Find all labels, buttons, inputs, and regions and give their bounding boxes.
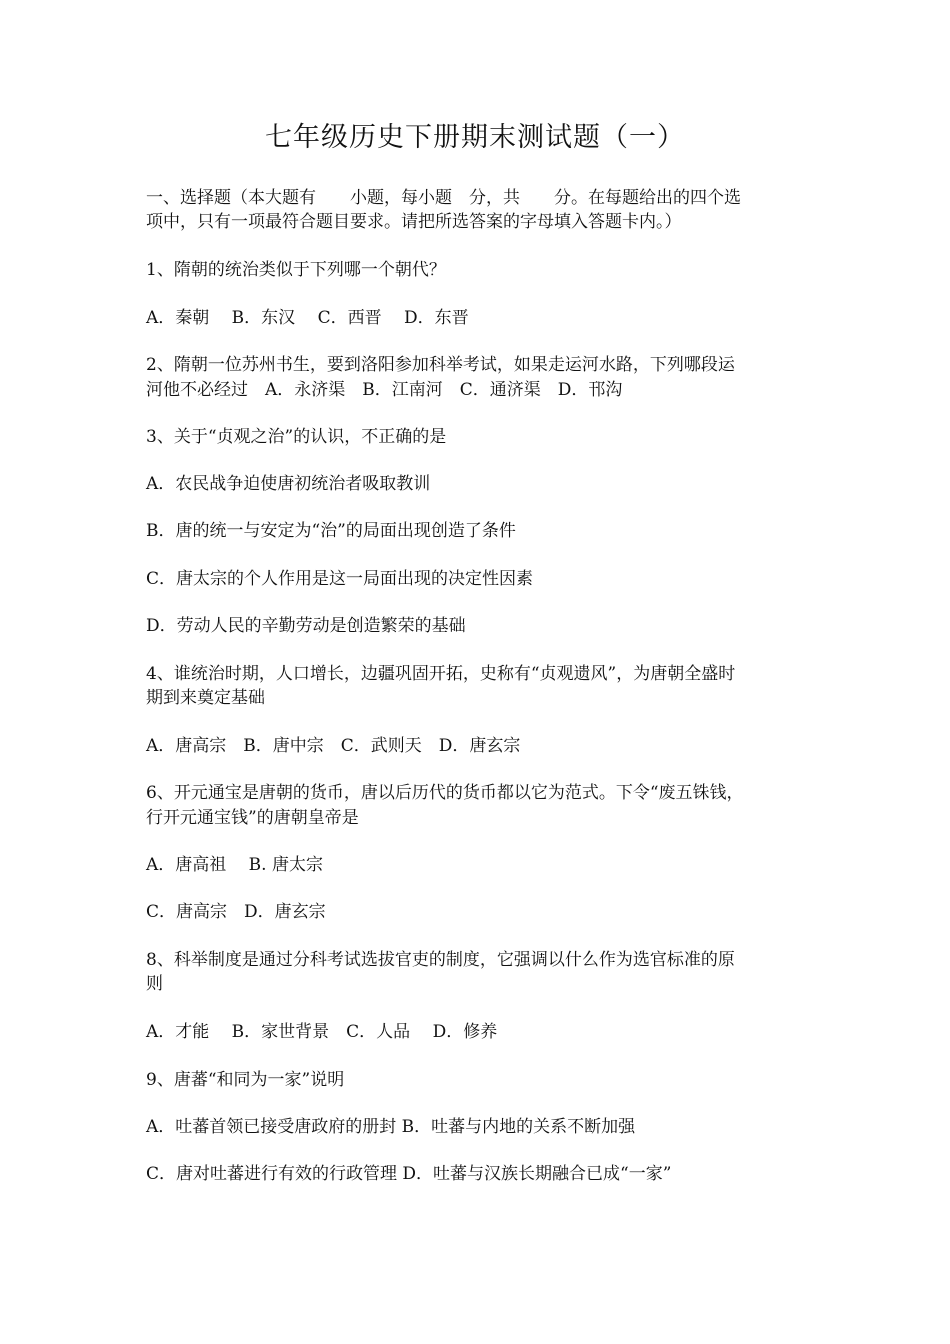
question-6-stem-line-1: 6、开元通宝是唐朝的货币，唐以后历代的货币都以它为范式。下令“废五铢钱， (146, 783, 744, 803)
question-9-options-cd: C．唐对吐蕃进行有效的行政管理 D．吐蕃与汉族长期融合已成“一家” (146, 1164, 672, 1184)
question-6-options-ab: A．唐高祖 B. 唐太宗 (146, 855, 323, 875)
question-9-options-ab: A．吐蕃首领已接受唐政府的册封 B．吐蕃与内地的关系不断加强 (146, 1117, 636, 1137)
question-4-stem-line-2: 期到来奠定基础 (146, 688, 265, 708)
question-2-stem-line-1: 2、隋朝一位苏州书生，要到洛阳参加科举考试，如果走运河水路，下列哪段运 (146, 355, 735, 375)
question-1-options: A．秦朝 B．东汉 C．西晋 D．东晋 (146, 308, 469, 328)
question-6-stem-line-2: 行开元通宝钱”的唐朝皇帝是 (146, 808, 359, 828)
question-2-stem-line-2: 河他不必经过 A．永济渠 B．江南河 C．通济渠 D．邗沟 (146, 380, 623, 400)
question-9-stem: 9、唐蕃“和同为一家”说明 (146, 1070, 345, 1090)
question-3-option-d: D．劳动人民的辛勤劳动是创造繁荣的基础 (146, 616, 466, 636)
question-8-stem-line-2: 则 (146, 974, 163, 994)
question-3-stem: 3、关于“贞观之治”的认识，不正确的是 (146, 427, 447, 447)
question-4-stem-line-1: 4、谁统治时期，人口增长，边疆巩固开拓，史称有“贞观遗风”，为唐朝全盛时 (146, 664, 736, 684)
question-3-option-a: A．农民战争迫使唐初统治者吸取教训 (146, 474, 431, 494)
question-8-stem-line-1: 8、科举制度是通过分科考试选拔官吏的制度，它强调以什么作为选官标准的原 (146, 950, 735, 970)
question-3-option-b: B．唐的统一与安定为“治”的局面出现创造了条件 (146, 521, 516, 541)
question-3-option-c: C．唐太宗的个人作用是这一局面出现的决定性因素 (146, 569, 534, 589)
question-4-options: A．唐高宗 B．唐中宗 C．武则天 D．唐玄宗 (146, 736, 521, 756)
section-instructions-line-1: 一、选择题（本大题有 小题，每小题 分，共 分。在每题给出的四个选 (146, 188, 741, 208)
section-instructions-line-2: 项中，只有一项最符合题目要求。请把所选答案的字母填入答题卡内。） (146, 212, 682, 232)
question-8-options: A．才能 B．家世背景 C．人品 D．修养 (146, 1022, 498, 1042)
question-1-stem: 1、隋朝的统治类似于下列哪一个朝代？ (146, 260, 446, 280)
question-6-options-cd: C．唐高宗 D．唐玄宗 (146, 902, 326, 922)
page-title: 七年级历史下册期末测试题（一） (265, 122, 685, 153)
